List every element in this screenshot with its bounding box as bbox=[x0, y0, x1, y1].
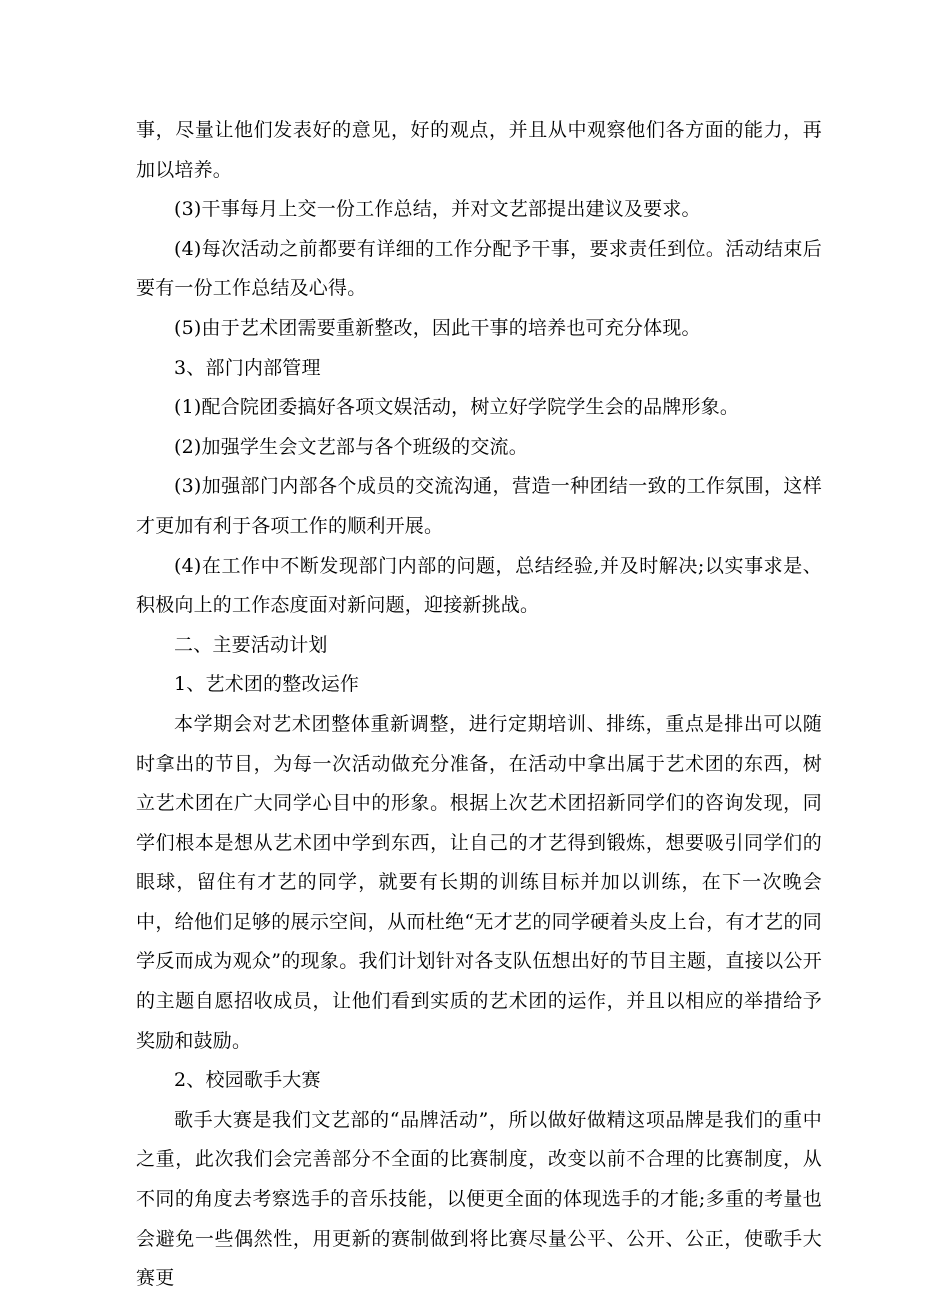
paragraph-12: 本学期会对艺术团整体重新调整，进行定期培训、排练，重点是排出可以随时拿出的节目，为每一次活动做充分准备，在活动中拿出属于艺术团的东西，树立艺术团在广大同学心目中的形象。根据上次艺术团招新同学们的咨询发现，同学们根本是想从艺术团中学到东西，让自己的才艺得到锻炼，想要吸引同学们的眼球，留住有才艺的同学，就要有长期的训练目标并加以训练，在下一次晚会中，给他们足够的展示空间，从而杜绝“无才艺的同学硬着头皮上台，有才艺的同学反而成为观众”的现象。我们计划针对各支队伍想出好的节目主题，直接以公开的主题自愿招收成员，让他们看到实质的艺术团的运作，并且以相应的举措给予奖励和鼓励。 bbox=[136, 712, 822, 1052]
paragraph-3: (4)每次活动之前都要有详细的工作分配予干事，要求责任到位。活动结束后要有一份工作总结及心得。 bbox=[136, 237, 822, 300]
paragraph-1: 事，尽量让他们发表好的意见，好的观点，并且从中观察他们各方面的能力，再加以培养。 bbox=[136, 119, 822, 181]
section-heading-singer-contest: 2、校园歌手大赛 bbox=[174, 1069, 321, 1092]
paragraph-14: 歌手大赛是我们文艺部的“品牌活动”，所以做好做精这项品牌是我们的重中之重，此次我们会完善部分不全面的比赛制度，改变以前不合理的比赛制度，从不同的角度去考察选手的音乐技能，以便更全面的体现选手的才能;多重的考量也会避免一些偶然性，用更新的赛制做到将比赛尽量公平、公开、公正，使歌手大赛更 bbox=[136, 1108, 822, 1290]
paragraph-4: (5)由于艺术团需要重新整改，因此干事的培养也可充分体现。 bbox=[174, 316, 701, 339]
paragraph-2: (3)干事每月上交一份工作总结，并对文艺部提出建议及要求。 bbox=[174, 198, 701, 221]
section-heading-dept-management: 3、部门内部管理 bbox=[174, 356, 321, 379]
paragraph-7: (2)加强学生会文艺部与各个班级的交流。 bbox=[174, 435, 528, 458]
section-heading-art-troupe: 1、艺术团的整改运作 bbox=[174, 673, 360, 696]
document-body bbox=[136, 111, 822, 1299]
paragraph-8: (3)加强部门内部各个成员的交流沟通，营造一种团结一致的工作氛围，这样才更加有利于各项工作的顺利开展。 bbox=[136, 475, 822, 537]
section-heading-activity-plan: 二、主要活动计划 bbox=[174, 633, 328, 656]
paragraph-6: (1)配合院团委搞好各项文娱活动，树立好学院学生会的品牌形象。 bbox=[174, 396, 740, 419]
paragraph-9: (4)在工作中不断发现部门内部的问题，总结经验,并及时解决;以实事求是、积极向上的工作态度面对新问题，迎接新挑战。 bbox=[136, 554, 822, 617]
